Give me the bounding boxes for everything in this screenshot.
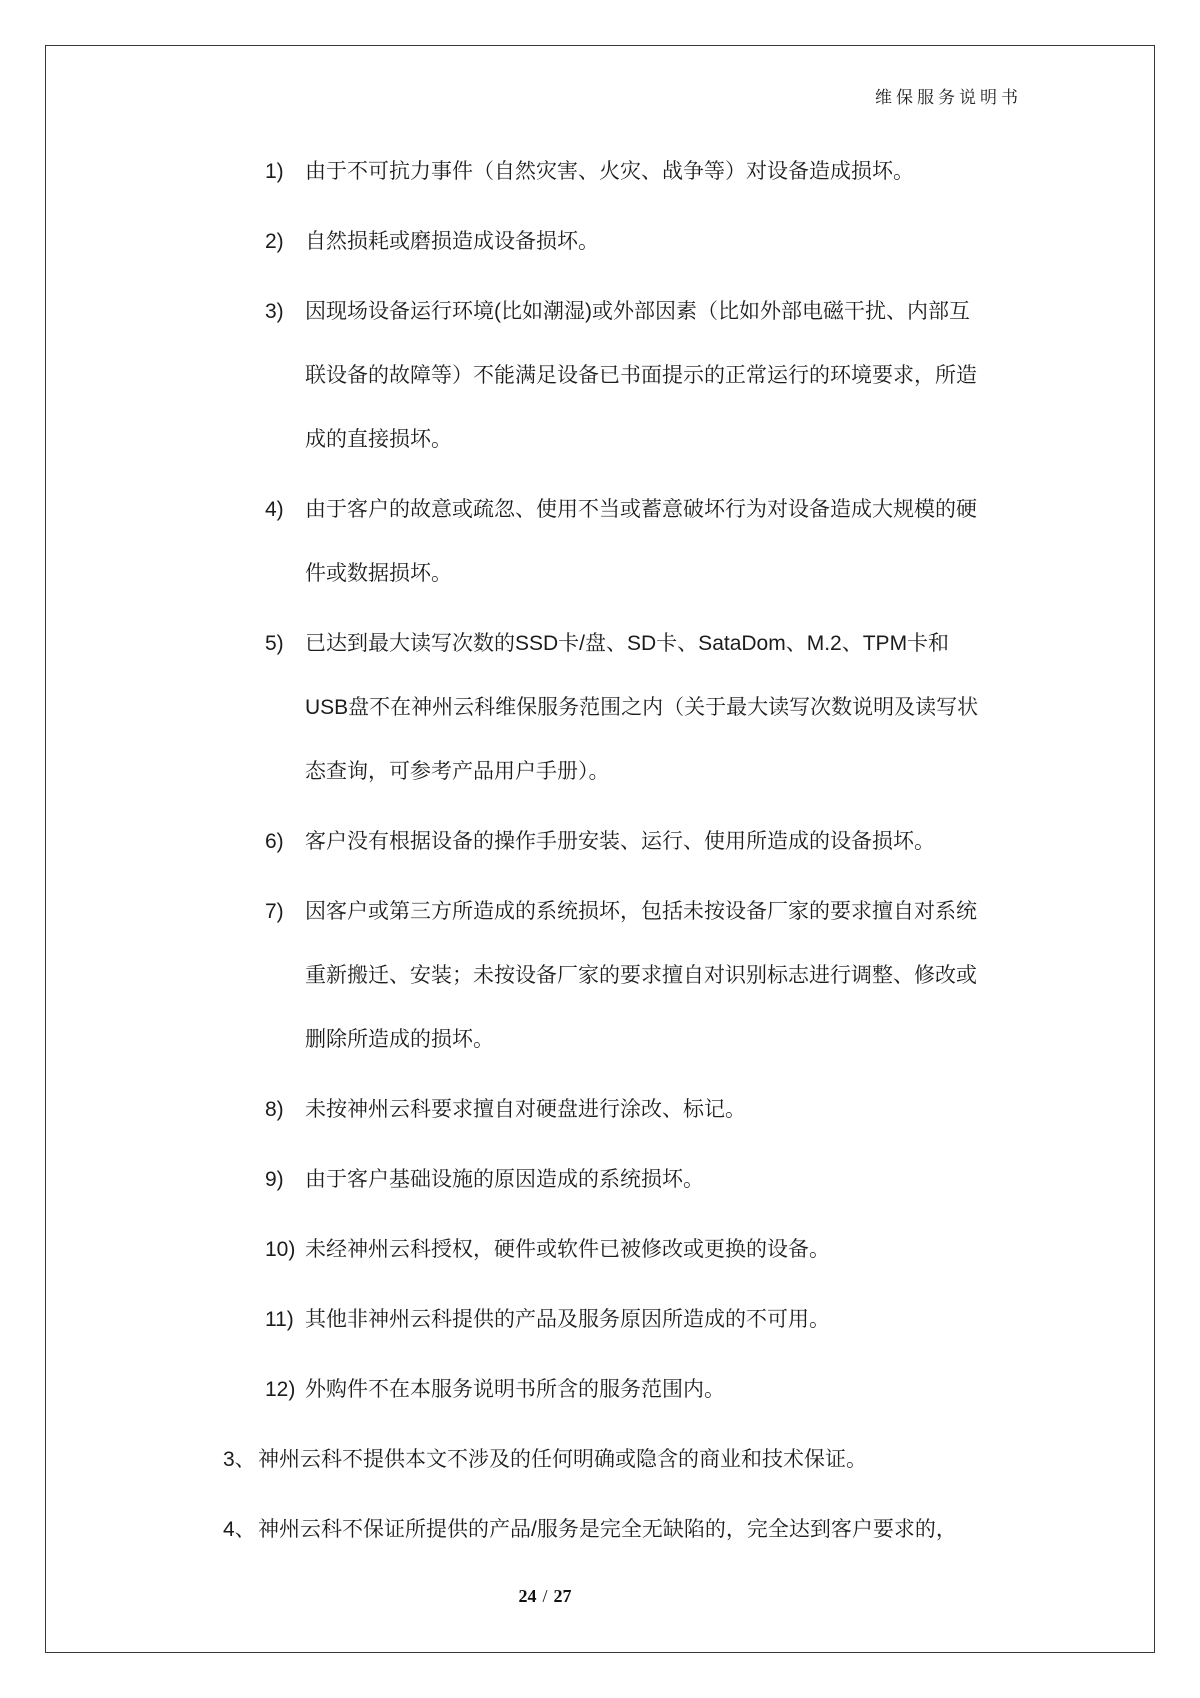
list-item-number: 9) — [265, 1168, 284, 1191]
list-item — [223, 478, 1003, 606]
text-line: 件或数据损坏。 — [305, 562, 452, 585]
list-item-text — [305, 1078, 1003, 1142]
text-line: 删除所造成的损坏。 — [305, 1028, 494, 1051]
list-item-text — [305, 280, 1003, 472]
list-item-number: 2) — [265, 230, 284, 253]
list-item-text — [305, 1218, 1003, 1282]
total-page-number: 27 — [553, 1586, 572, 1606]
document-body — [223, 140, 1003, 1568]
list-item-number: 10) — [265, 1238, 296, 1261]
list-item — [223, 1358, 1003, 1422]
list-item-text — [305, 1288, 1003, 1352]
text-line: 其他非神州云科提供的产品及服务原因所造成的不可用。 — [305, 1308, 830, 1331]
text-line: 联设备的故障等）不能满足设备已书面提示的正常运行的环境要求，所造 — [305, 364, 977, 387]
list-item-text — [258, 1498, 1003, 1562]
text-line: 由于不可抗力事件（自然灾害、火灾、战争等）对设备造成损坏。 — [305, 160, 914, 183]
text-line: 神州云科不保证所提供的产品/服务是完全无缺陷的，完全达到客户要求的， — [258, 1518, 957, 1541]
list-item — [223, 1078, 1003, 1142]
text-line: 神州云科不提供本文不涉及的任何明确或隐含的商业和技术保证。 — [258, 1448, 867, 1471]
list-item — [223, 1218, 1003, 1282]
list-item — [223, 1148, 1003, 1212]
text-line: 成的直接损坏。 — [305, 428, 452, 451]
document-header-title: 维保服务说明书 — [875, 88, 1022, 107]
list-item — [223, 210, 1003, 274]
list-item-number: 7) — [265, 900, 284, 923]
list-item-number: 3) — [265, 300, 284, 323]
text-line: 外购件不在本服务说明书所含的服务范围内。 — [305, 1378, 725, 1401]
page-number-separator: / — [542, 1586, 548, 1606]
list-item-number: 6) — [265, 830, 284, 853]
list-item-text — [305, 210, 1003, 274]
list-item-number: 11) — [265, 1308, 294, 1331]
list-item-number: 4、 — [223, 1518, 256, 1541]
list-item — [223, 1428, 1003, 1492]
list-item-number: 8) — [265, 1098, 284, 1121]
list-item-text — [305, 478, 1003, 606]
text-line: 重新搬迁、安装；未按设备厂家的要求擅自对识别标志进行调整、修改或 — [305, 964, 977, 987]
list-item-text — [305, 1358, 1003, 1422]
text-line: 因现场设备运行环境(比如潮湿)或外部因素（比如外部电磁干扰、内部互 — [305, 300, 970, 323]
list-item-number: 5) — [265, 632, 284, 655]
list-item-text — [305, 612, 1003, 804]
list-item-text — [258, 1428, 1003, 1492]
page-number-footer — [0, 1586, 1090, 1607]
text-line: 由于客户的故意或疏忽、使用不当或蓄意破坏行为对设备造成大规模的硬 — [305, 498, 977, 521]
list-item-text — [305, 880, 1003, 1072]
list-item — [223, 1498, 1003, 1562]
text-line: 自然损耗或磨损造成设备损坏。 — [305, 230, 599, 253]
text-line: 未按神州云科要求擅自对硬盘进行涂改、标记。 — [305, 1098, 746, 1121]
list-item-number: 3、 — [223, 1448, 256, 1471]
list-item — [223, 1288, 1003, 1352]
list-item-number: 1) — [265, 160, 284, 183]
list-item — [223, 612, 1003, 804]
list-item — [223, 880, 1003, 1072]
text-line: 已达到最大读写次数的SSD卡/盘、SD卡、SataDom、M.2、TPM卡和 — [305, 632, 950, 655]
text-line: USB盘不在神州云科维保服务范围之内（关于最大读写次数说明及读写状 — [305, 696, 979, 719]
list-item — [223, 280, 1003, 472]
list-item-text — [305, 810, 1003, 874]
list-item-text — [305, 1148, 1003, 1212]
text-line: 态查询，可参考产品用户手册）。 — [305, 760, 610, 783]
list-item-text — [305, 140, 1003, 204]
text-line: 由于客户基础设施的原因造成的系统损坏。 — [305, 1168, 704, 1191]
text-line: 客户没有根据设备的操作手册安装、运行、使用所造成的设备损坏。 — [305, 830, 935, 853]
list-item — [223, 810, 1003, 874]
current-page-number: 24 — [518, 1586, 537, 1606]
list-item-number: 12) — [265, 1378, 296, 1401]
text-line: 未经神州云科授权，硬件或软件已被修改或更换的设备。 — [305, 1238, 830, 1261]
list-item — [223, 140, 1003, 204]
text-line: 因客户或第三方所造成的系统损坏，包括未按设备厂家的要求擅自对系统 — [305, 900, 977, 923]
list-item-number: 4) — [265, 498, 284, 521]
